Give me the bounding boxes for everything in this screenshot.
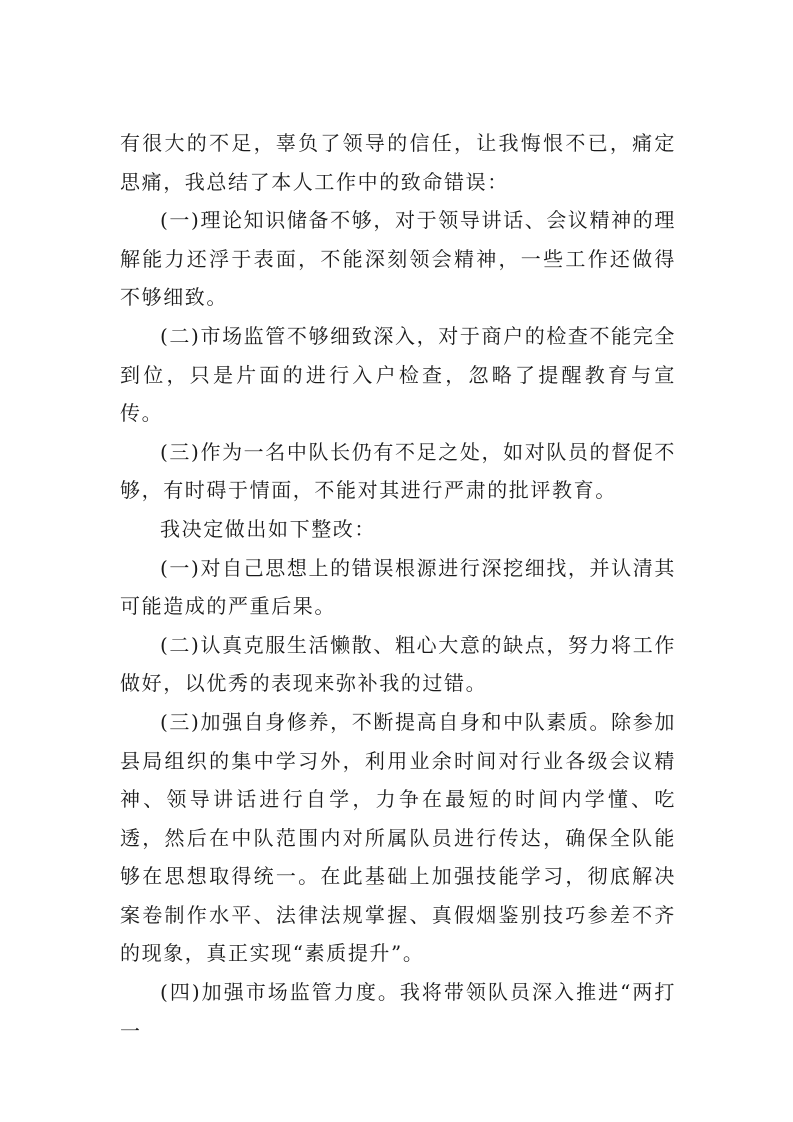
document-body xyxy=(120,124,676,1050)
paragraph-error-2: (二)市场监管不够细致深入，对于商户的检查不能完全到位，只是片面的进行入户检查，忽略了提醒教育与宣传。 xyxy=(120,323,676,426)
paragraph-rectification-4: (四)加强市场监管力度。我将带领队员深入推进“两打一 xyxy=(120,980,676,1043)
paragraph-error-3: (三)作为一名中队长仍有不足之处，如对队员的督促不够，有时碍于情面，不能对其进行严肃的批评教育。 xyxy=(120,439,676,503)
paragraph-error-1: (一)理论知识储备不够，对于领导讲话、会议精神的理解能力还浮于表面，不能深刻领会精神，一些工作还做得不够细致。 xyxy=(120,208,676,310)
paragraph-rectification-intro: 我决定做出如下整改： xyxy=(160,516,376,541)
paragraph-rectification-1: (一)对自己思想上的错误根源进行深挖细找，并认清其可能造成的严重后果。 xyxy=(120,555,676,619)
paragraph-continuation: 有很大的不足，辜负了领导的信任，让我悔恨不已，痛定思痛，我总结了本人工作中的致命错误： xyxy=(120,131,676,194)
paragraph-rectification-2: (二)认真克服生活懒散、粗心大意的缺点，努力将工作做好，以优秀的表现来弥补我的过错。 xyxy=(120,632,676,696)
paragraph-rectification-3: (三)加强自身修养，不断提高自身和中队素质。除参加县局组织的集中学习外，利用业余时间对行业各级会议精神、领导讲话进行自学，力争在最短的时间内学懂、吃透，然后在中队范围内对所属队员进行传达，确保全队能够在思想取得统一。在此基础上加强技能学习，彻底解决案卷制作水平、法律法规掌握、真假烟鉴别技巧参差不齐的现象，真正实现“素质提升”。 xyxy=(120,709,676,966)
